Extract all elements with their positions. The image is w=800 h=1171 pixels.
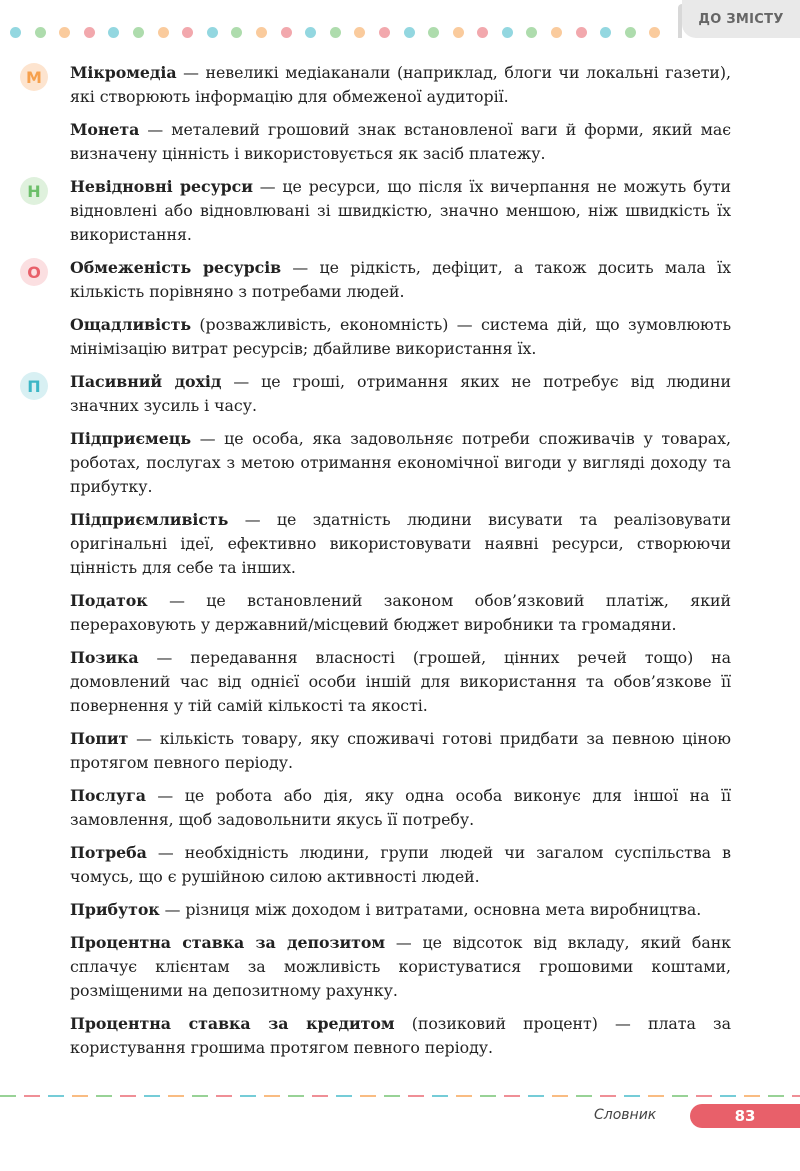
dash-segment: [408, 1095, 424, 1097]
entry-text: [70, 508, 731, 580]
entry-definition: — це здатність людини висувати та реалізовувати оригінальні ідеї, ефективно використовувати наявні ресурси, створюючи цінність для себе та інших.: [70, 510, 731, 577]
entry-definition: — різниця між доходом і витратами, основна мета виробництва.: [159, 900, 702, 919]
dash-segment: [72, 1095, 88, 1097]
entry-term: Монета: [70, 120, 140, 139]
entry-text: [70, 931, 731, 1003]
dot: [84, 27, 95, 38]
entry-term: Прибуток: [70, 900, 160, 919]
entry-text: [70, 589, 731, 637]
dash-segment: [432, 1095, 448, 1097]
entry-term: Позика: [70, 648, 139, 667]
dash-segment: [504, 1095, 520, 1097]
glossary-entry: [70, 118, 731, 166]
entry-definition: (розважливість, економність) — система дій, що зумовлюють мінімізацію витрат ресурсів; дбайливе використання їх.: [70, 315, 731, 358]
entry-definition: — це встановлений законом обов’язковий платіж, який перераховують у державний/місцевий бюджет виробники та громадяни.: [70, 591, 731, 634]
entry-term: Обмеженість ресурсів: [70, 258, 282, 277]
dash-segment: [624, 1095, 640, 1097]
dash-segment: [144, 1095, 160, 1097]
dot: [600, 27, 611, 38]
glossary-entry: [70, 841, 731, 889]
decorative-dots: [10, 27, 660, 39]
glossary-entry: [27, 175, 731, 247]
dot: [158, 27, 169, 38]
dash-segment: [96, 1095, 112, 1097]
entry-text: [70, 784, 731, 832]
entry-term: Мікромедіа: [70, 63, 177, 82]
dash-segment: [456, 1095, 472, 1097]
glossary-entry: [70, 931, 731, 1003]
dot: [256, 27, 267, 38]
glossary-entry: [70, 784, 731, 832]
glossary-entry: [70, 727, 731, 775]
dot: [379, 27, 390, 38]
dot: [207, 27, 218, 38]
entry-term: Процентна ставка за кредитом: [70, 1014, 395, 1033]
entry-term: Підприємець: [70, 429, 192, 448]
entry-definition: — це гроші, отримання яких не потребує від людини значних зусиль і часу.: [70, 372, 731, 415]
dot: [526, 27, 537, 38]
dash-segment: [696, 1095, 712, 1097]
dot: [182, 27, 193, 38]
entry-term: Невідновні ресурси: [70, 177, 253, 196]
entry-text: [70, 61, 731, 109]
dot: [305, 27, 316, 38]
dash-segment: [48, 1095, 64, 1097]
entry-text: [70, 256, 731, 304]
dash-segment: [528, 1095, 544, 1097]
entry-text: [70, 727, 731, 775]
entry-term: Пасивний дохід: [70, 372, 222, 391]
dash-segment: [384, 1095, 400, 1097]
entry-term: Процентна ставка за депозитом: [70, 933, 386, 952]
entry-text: [70, 370, 731, 418]
dot: [59, 27, 70, 38]
dash-segment: [216, 1095, 232, 1097]
dot: [330, 27, 341, 38]
dash-segment: [120, 1095, 136, 1097]
dash-segment: [288, 1095, 304, 1097]
entry-text: [70, 898, 731, 922]
dot: [502, 27, 513, 38]
dot: [649, 27, 660, 38]
dash-segment: [264, 1095, 280, 1097]
letter-badge: О: [20, 258, 48, 286]
entry-text: [70, 175, 731, 247]
glossary-entry: [70, 427, 731, 499]
dash-segment: [168, 1095, 184, 1097]
dot: [133, 27, 144, 38]
dot: [231, 27, 242, 38]
entry-text: [70, 427, 731, 499]
section-name: Словник: [594, 1107, 657, 1123]
entry-text: [70, 841, 731, 889]
dot: [477, 27, 488, 38]
glossary-list: [0, 61, 800, 1069]
dot: [428, 27, 439, 38]
dash-segment: [768, 1095, 784, 1097]
dash-segment: [648, 1095, 664, 1097]
dash-segment: [312, 1095, 328, 1097]
glossary-entry: [27, 256, 731, 304]
dash-segment: [360, 1095, 376, 1097]
entry-text: [70, 646, 731, 718]
dot: [281, 27, 292, 38]
dash-segment: [720, 1095, 736, 1097]
dash-segment: [552, 1095, 568, 1097]
dot: [551, 27, 562, 38]
dash-segment: [24, 1095, 40, 1097]
entry-term: Потреба: [70, 843, 147, 862]
glossary-entry: [70, 313, 731, 361]
entry-definition: — це рідкість, дефіцит, а також досить мала їх кількість порівняно з потребами людей.: [70, 258, 731, 301]
entry-term: Підприємливість: [70, 510, 229, 529]
dot: [576, 27, 587, 38]
page-number: 83: [690, 1104, 800, 1128]
dot: [453, 27, 464, 38]
glossary-entry: [70, 589, 731, 637]
entry-text: [70, 1012, 731, 1060]
glossary-entry: [27, 370, 731, 418]
entry-definition: — необхідність людини, групи людей чи загалом суспільства в чомусь, що є рушійною силою активності людей.: [70, 843, 731, 886]
entry-definition: (позиковий процент) — плата за користування грошима протягом певного періоду.: [70, 1014, 731, 1057]
letter-badge: М: [20, 63, 48, 91]
glossary-entry: [70, 898, 731, 922]
entry-definition: — це ресурси, що після їх вичерпання не можуть бути відновлені або відновлювані зі швидкістю, значно меншою, ніж швидкість їх використання.: [70, 177, 731, 244]
entry-definition: — це відсоток від вкладу, який банк сплачує клієнтам за можливість користуватися грошовими коштами, розміщеними на депозитному рахунку.: [70, 933, 731, 1000]
dash-segment: [744, 1095, 760, 1097]
entry-term: Податок: [70, 591, 148, 610]
dash-segment: [192, 1095, 208, 1097]
entry-definition: — кількість товару, яку споживачі готові придбати за певною ціною протягом певного періоду.: [70, 729, 731, 772]
entry-definition: — невеликі медіаканали (наприклад, блоги чи локальні газети), які створюють інформацію для обмеженої аудиторії.: [70, 63, 731, 106]
dot: [625, 27, 636, 38]
glossary-entry: [70, 646, 731, 718]
dot: [108, 27, 119, 38]
dash-segment: [792, 1095, 800, 1097]
dot: [35, 27, 46, 38]
dot: [354, 27, 365, 38]
dash-segment: [600, 1095, 616, 1097]
entry-definition: — це робота або дія, яку одна особа виконує для іншої на її замовлення, щоб задовольнити якусь її потребу.: [70, 786, 731, 829]
entry-term: Ощадливість: [70, 315, 192, 334]
dash-segment: [240, 1095, 256, 1097]
dash-segment: [0, 1095, 16, 1097]
letter-badge: Н: [20, 177, 48, 205]
glossary-entry: [26, 61, 731, 109]
entry-term: Послуга: [70, 786, 146, 805]
toc-button[interactable]: ДО ЗМІСТУ: [682, 0, 800, 38]
entry-term: Попит: [70, 729, 129, 748]
entry-text: [70, 118, 731, 166]
glossary-entry: [70, 508, 731, 580]
entry-definition: — передавання власності (грошей, цінних речей тощо) на домовлений час від однієї особи іншій для використання та обов’язкове її повернення у тій самій кількості та якості.: [70, 648, 731, 715]
dot: [404, 27, 415, 38]
dash-segment: [336, 1095, 352, 1097]
dash-segment: [480, 1095, 496, 1097]
letter-badge: П: [20, 372, 48, 400]
dash-segment: [672, 1095, 688, 1097]
dot: [10, 27, 21, 38]
entry-definition: — металевий грошовий знак встановленої ваги й форми, який має визначену цінність і використовується як засіб платежу.: [70, 120, 731, 163]
glossary-entry: [70, 1012, 731, 1060]
footer-divider: [0, 1095, 800, 1098]
entry-text: [70, 313, 731, 361]
entry-definition: — це особа, яка задовольняє потреби споживачів у товарах, роботах, послугах з метою отримання економічної вигоди у вигляді доходу та прибутку.: [70, 429, 731, 496]
dash-segment: [576, 1095, 592, 1097]
